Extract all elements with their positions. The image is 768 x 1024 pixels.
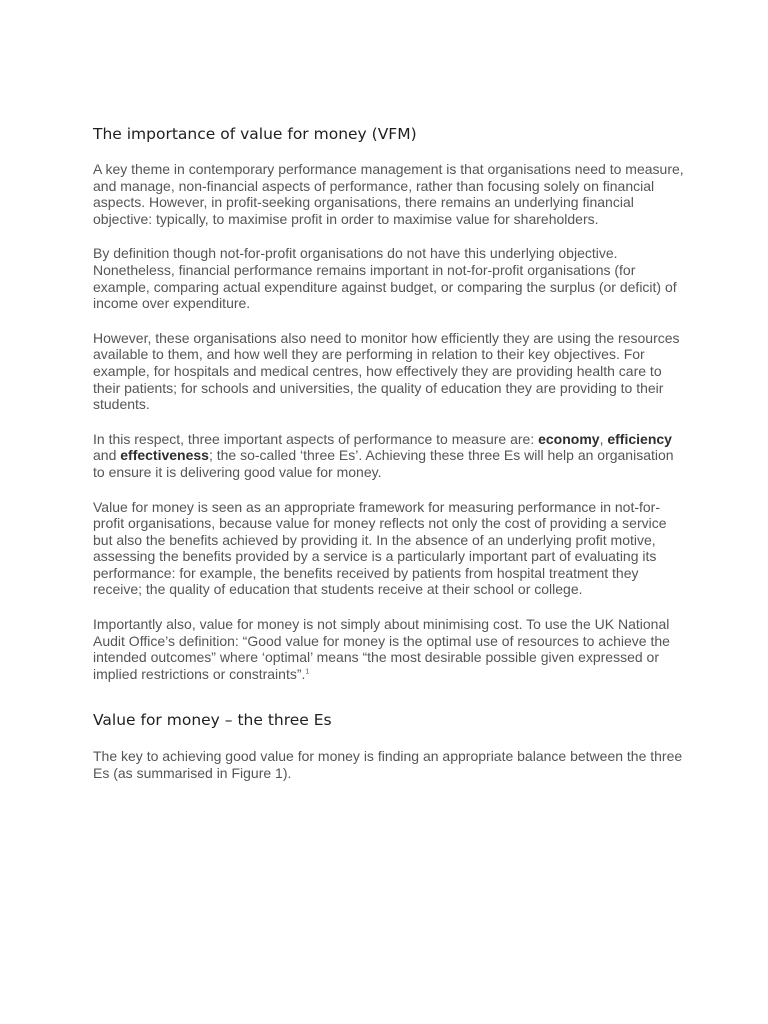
nao-definition-text: Importantly also, value for money is not simply about minimising cost. To use the UK National Audit Office’s definition: “Good value for money is the optimal use of resources to achieve the intended outcomes” where ‘optimal’ means “the most desirable possible given expressed or implied restrictions or constraints”.	[93, 616, 670, 682]
separator-comma: ,	[599, 430, 608, 447]
term-economy: economy	[538, 430, 600, 447]
paragraph-key-theme: A key theme in contemporary performance management is that organisations need to measure, and manage, non-financial aspects of performance, rather than focusing solely on financial aspects. However, in profit-seeking organisations, there remains an underlying financial objective: typically, to maximise profit in order to maximise value for shareholders.	[93, 161, 684, 227]
three-aspects-intro: In this respect, three important aspects of performance to measure are:	[93, 430, 539, 447]
paragraph-balance: The key to achieving good value for money is finding an appropriate balance between the three Es (as summarised in Figure 1).	[93, 748, 683, 782]
three-aspects-rest: ; the so-called ‘three Es’. Achieving these three Es will help an organisation to ensure it is delivering good value for money.	[93, 447, 674, 480]
heading-vfm-importance: The importance of value for money (VFM)	[93, 125, 417, 143]
paragraph-not-for-profit-definition: By definition though not-for-profit organisations do not have this underlying objective. Nonetheless, financial performance remains important in not-for-profit organisations (for example, comparing actual expenditure against budget, or comparing the surplus (or deficit) of income over expenditure.	[93, 245, 677, 312]
paragraph-three-aspects	[93, 431, 688, 481]
separator-and: and	[93, 447, 121, 464]
term-effectiveness: effectiveness	[120, 447, 209, 464]
paragraph-monitor-efficiency: However, these organisations also need to monitor how efficiently they are using the resources available to them, and how well they are performing in relation to their key objectives. For example, for hospitals and medical centres, how effectively they are providing health care to their patients; for schools and universities, the quality of education they are providing to their students.	[93, 329, 680, 413]
term-efficiency: efficiency	[607, 430, 672, 447]
footnote-marker[interactable]: 1	[305, 668, 310, 676]
paragraph-nao-definition	[93, 616, 688, 682]
paragraph-vfm-framework: Value for money is seen as an appropriate framework for measuring performance in not-for-profit organisations, because value for money reflects not only the cost of providing a service but also the benefits achieved by providing it. In the absence of an underlying profit motive, assessing the benefits provided by a service is a particularly important part of evaluating its performance: for example, the benefits received by patients from hospital treatment they receive; the quality of education that students receive at their school or college.	[93, 498, 667, 598]
heading-three-es: Value for money – the three Es	[93, 711, 332, 730]
